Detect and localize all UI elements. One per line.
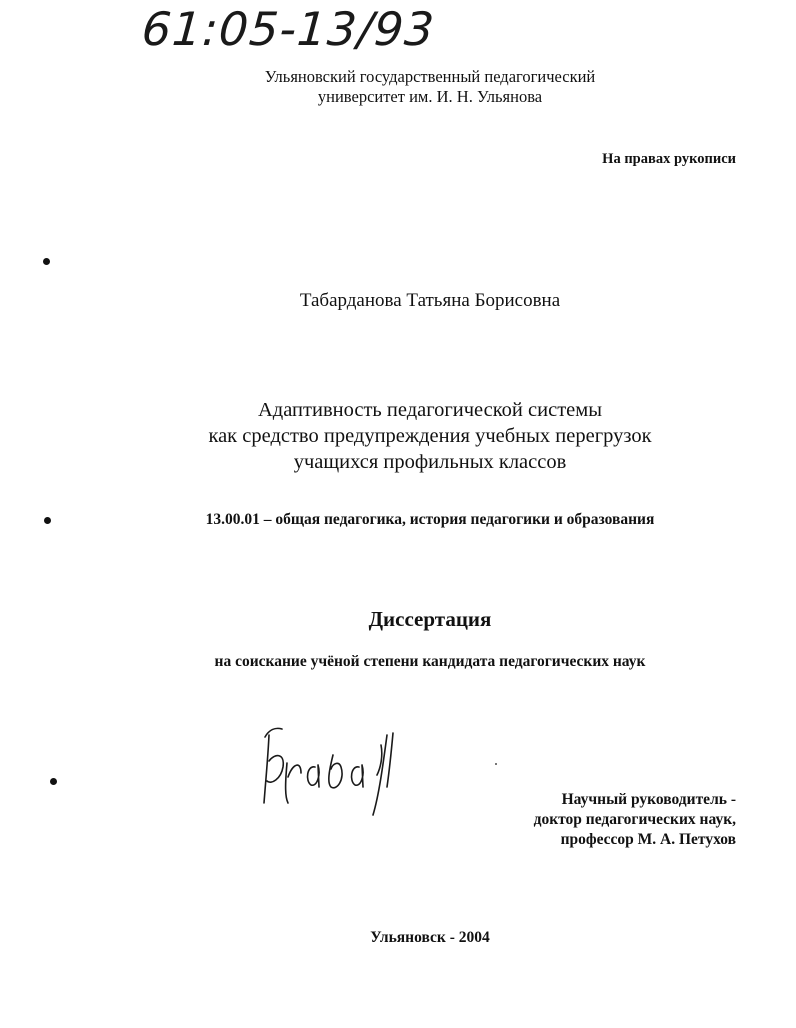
degree-statement: на соискание учёной степени кандидата педагогических наук bbox=[214, 653, 646, 670]
specialty-code: 13.00.01 – общая педагогика, история педагогики и образования bbox=[205, 511, 655, 528]
city-year-footer: Ульяновск - 2004 bbox=[370, 929, 490, 946]
thesis-title-line-1: Адаптивность педагогической системы bbox=[257, 399, 602, 421]
supervisor-line-2: доктор педагогических наук, bbox=[533, 811, 736, 828]
thesis-title-line-2: как средство предупреждения учебных перегрузок bbox=[208, 425, 652, 447]
author-name: Табарданова Татьяна Борисовна bbox=[299, 290, 561, 311]
thesis-title-line-3: учащихся профильных классов bbox=[293, 451, 567, 473]
university-name-line-2: университет им. И. Н. Ульянова bbox=[317, 87, 543, 106]
scan-speck bbox=[495, 763, 497, 765]
supervisor-line-3: профессор М. А. Петухов bbox=[560, 831, 736, 848]
binding-hole-mark bbox=[44, 517, 51, 524]
supervisor-line-1: Научный руководитель - bbox=[561, 791, 736, 808]
handwritten-archive-number: 61:05-13/93 bbox=[140, 2, 437, 56]
binding-hole-mark bbox=[43, 258, 50, 265]
document-type-heading: Диссертация bbox=[368, 607, 492, 631]
author-signature bbox=[255, 715, 405, 820]
binding-hole-mark bbox=[50, 778, 57, 785]
university-name-line-1: Ульяновский государственный педагогический bbox=[264, 67, 596, 86]
rights-notice: На правах рукописи bbox=[602, 151, 736, 167]
